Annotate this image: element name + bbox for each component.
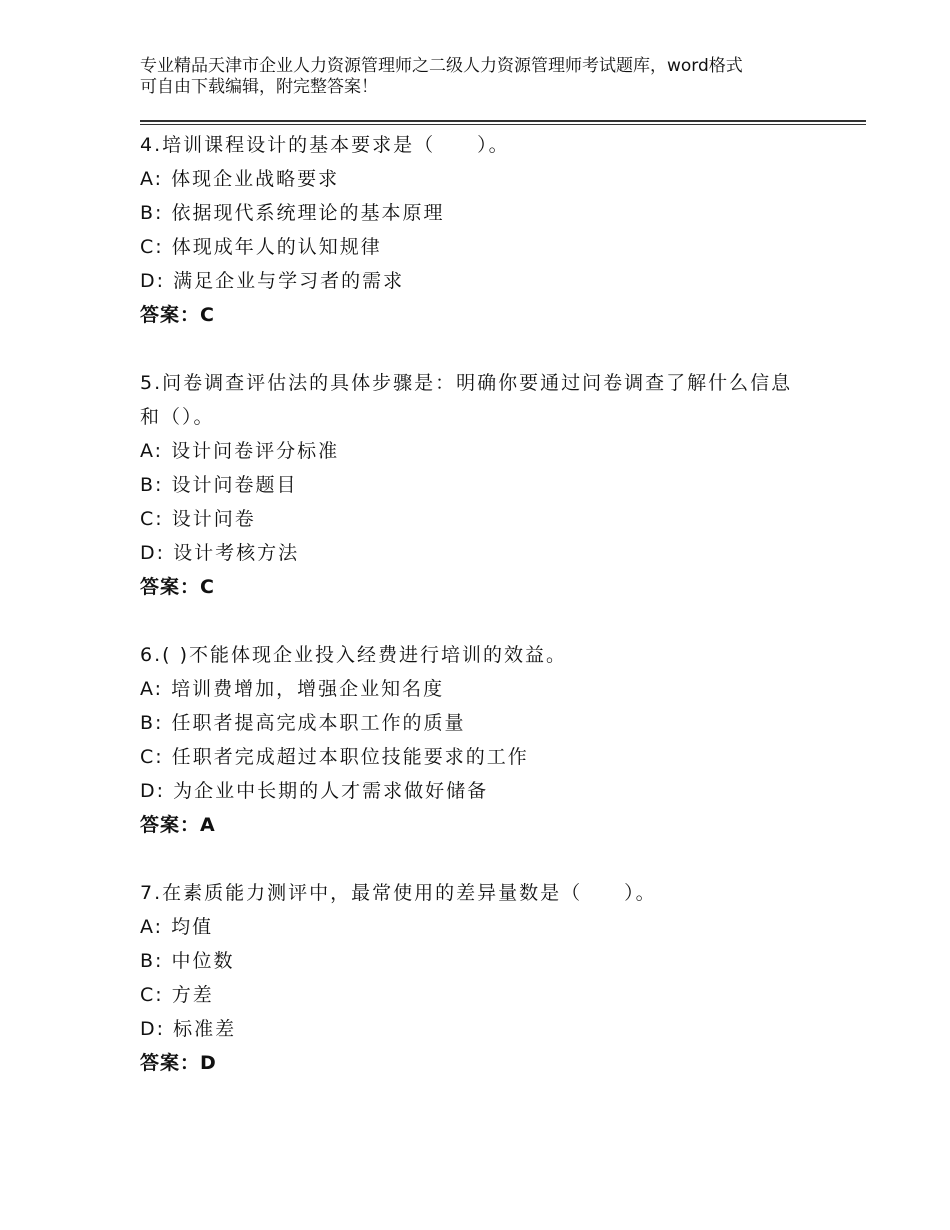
- option-d: D: 标准差: [140, 1018, 237, 1040]
- answer-label: 答案：C: [140, 576, 215, 598]
- option-c: C: 体现成年人的认知规律: [140, 236, 382, 258]
- header-line-2: 可自由下载编辑，附完整答案！: [140, 77, 378, 97]
- option-d: D: 设计考核方法: [140, 542, 300, 564]
- question-stem: 5.问卷调查评估法的具体步骤是：明确你要通过问卷调查了解什么信息和（）。: [140, 372, 793, 428]
- option-a: A: 培训费增加，增强企业知名度: [140, 678, 445, 700]
- document-header: [140, 56, 840, 98]
- question-6: [140, 638, 820, 842]
- question-stem: 6.( )不能体现企业投入经费进行培训的效益。: [140, 644, 567, 666]
- option-a: A: 体现企业战略要求: [140, 168, 340, 190]
- option-c: C: 设计问卷: [140, 508, 256, 530]
- option-b: B: 依据现代系统理论的基本原理: [140, 202, 445, 224]
- question-stem: 7.在素质能力测评中，最常使用的差异量数是（ ）。: [140, 882, 657, 904]
- option-c: C: 任职者完成超过本职位技能要求的工作: [140, 746, 529, 768]
- option-d: D: 为企业中长期的人才需求做好储备: [140, 780, 489, 802]
- option-a: A: 均值: [140, 916, 214, 938]
- answer-label: 答案：C: [140, 304, 215, 326]
- option-b: B: 任职者提高完成本职工作的质量: [140, 712, 466, 734]
- question-7: [140, 876, 820, 1080]
- header-divider: [140, 120, 866, 125]
- option-d: D: 满足企业与学习者的需求: [140, 270, 405, 292]
- answer-label: 答案：D: [140, 1052, 217, 1074]
- option-b: B: 设计问卷题目: [140, 474, 298, 496]
- question-stem: 4.培训课程设计的基本要求是（ ）。: [140, 134, 510, 156]
- option-a: A: 设计问卷评分标准: [140, 440, 340, 462]
- option-b: B: 中位数: [140, 950, 235, 972]
- question-list: [140, 128, 820, 1114]
- answer-label: 答案：A: [140, 814, 216, 836]
- option-c: C: 方差: [140, 984, 214, 1006]
- header-line-1: 专业精品天津市企业人力资源管理师之二级人力资源管理师考试题库，word格式: [140, 56, 743, 76]
- question-5: [140, 366, 820, 604]
- question-4: [140, 128, 820, 332]
